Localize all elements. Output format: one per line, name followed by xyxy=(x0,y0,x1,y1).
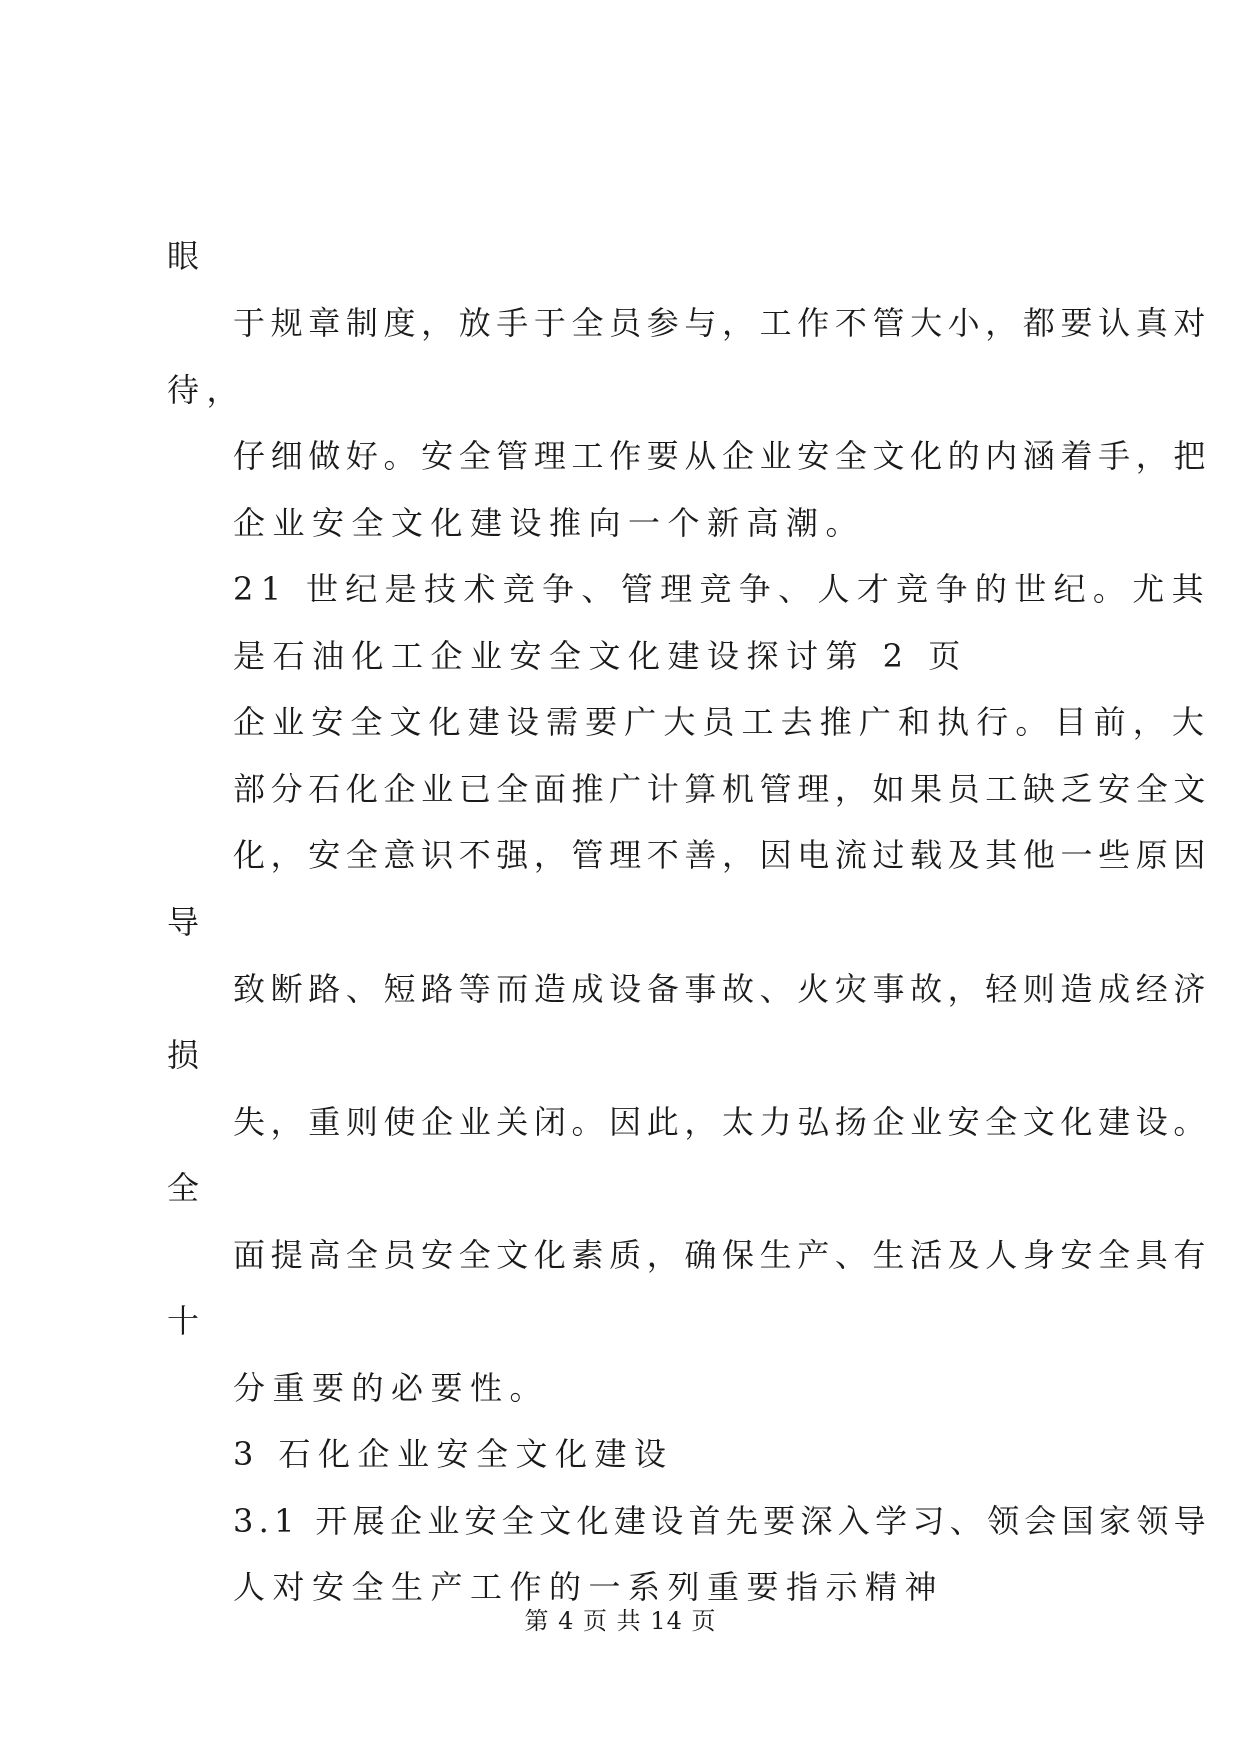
text-line: 全 xyxy=(167,1169,207,1207)
text-line: 面提高全员安全文化素质，确保生产、生活及人身安全具有 xyxy=(233,1236,1211,1274)
text-line: 3.1 开展企业安全文化建设首先要深入学习、领会国家领导 xyxy=(233,1502,1211,1540)
text-line: 十 xyxy=(167,1302,207,1340)
text-line: 损 xyxy=(167,1036,207,1074)
text-line: 人对安全生产工作的一系列重要指示精神 xyxy=(233,1568,945,1606)
text-line: 致断路、短路等而造成设备事故、火灾事故，轻则造成经济 xyxy=(233,970,1211,1008)
text-line: 是石油化工企业安全文化建设探讨第 2 页 xyxy=(233,637,968,675)
text-line: 于规章制度，放手于全员参与，工作不管大小，都要认真对 xyxy=(233,304,1211,342)
text-line: 仔细做好。安全管理工作要从企业安全文化的内涵着手，把 xyxy=(233,437,1211,475)
text-line: 眼 xyxy=(167,237,207,275)
text-line: 导 xyxy=(167,903,207,941)
text-line: 分重要的必要性。 xyxy=(233,1369,550,1407)
page-footer: 第 4 页 共 14 页 xyxy=(524,1607,717,1635)
text-line: 失，重则使企业关闭。因此，太力弘扬企业安全文化建设。 xyxy=(233,1103,1211,1141)
text-line: 待， xyxy=(167,371,247,409)
text-line: 3 石化企业安全文化建设 xyxy=(233,1435,674,1473)
text-line: 企业安全文化建设推向一个新高潮。 xyxy=(233,504,866,542)
text-line: 21 世纪是技术竞争、管理竞争、人才竞争的世纪。尤其 xyxy=(233,570,1211,608)
text-line: 企业安全文化建设需要广大员工去推广和执行。目前，大 xyxy=(233,703,1211,741)
text-line: 化，安全意识不强，管理不善，因电流过载及其他一些原因 xyxy=(233,836,1211,874)
text-line: 部分石化企业已全面推广计算机管理，如果员工缺乏安全文 xyxy=(233,770,1211,808)
